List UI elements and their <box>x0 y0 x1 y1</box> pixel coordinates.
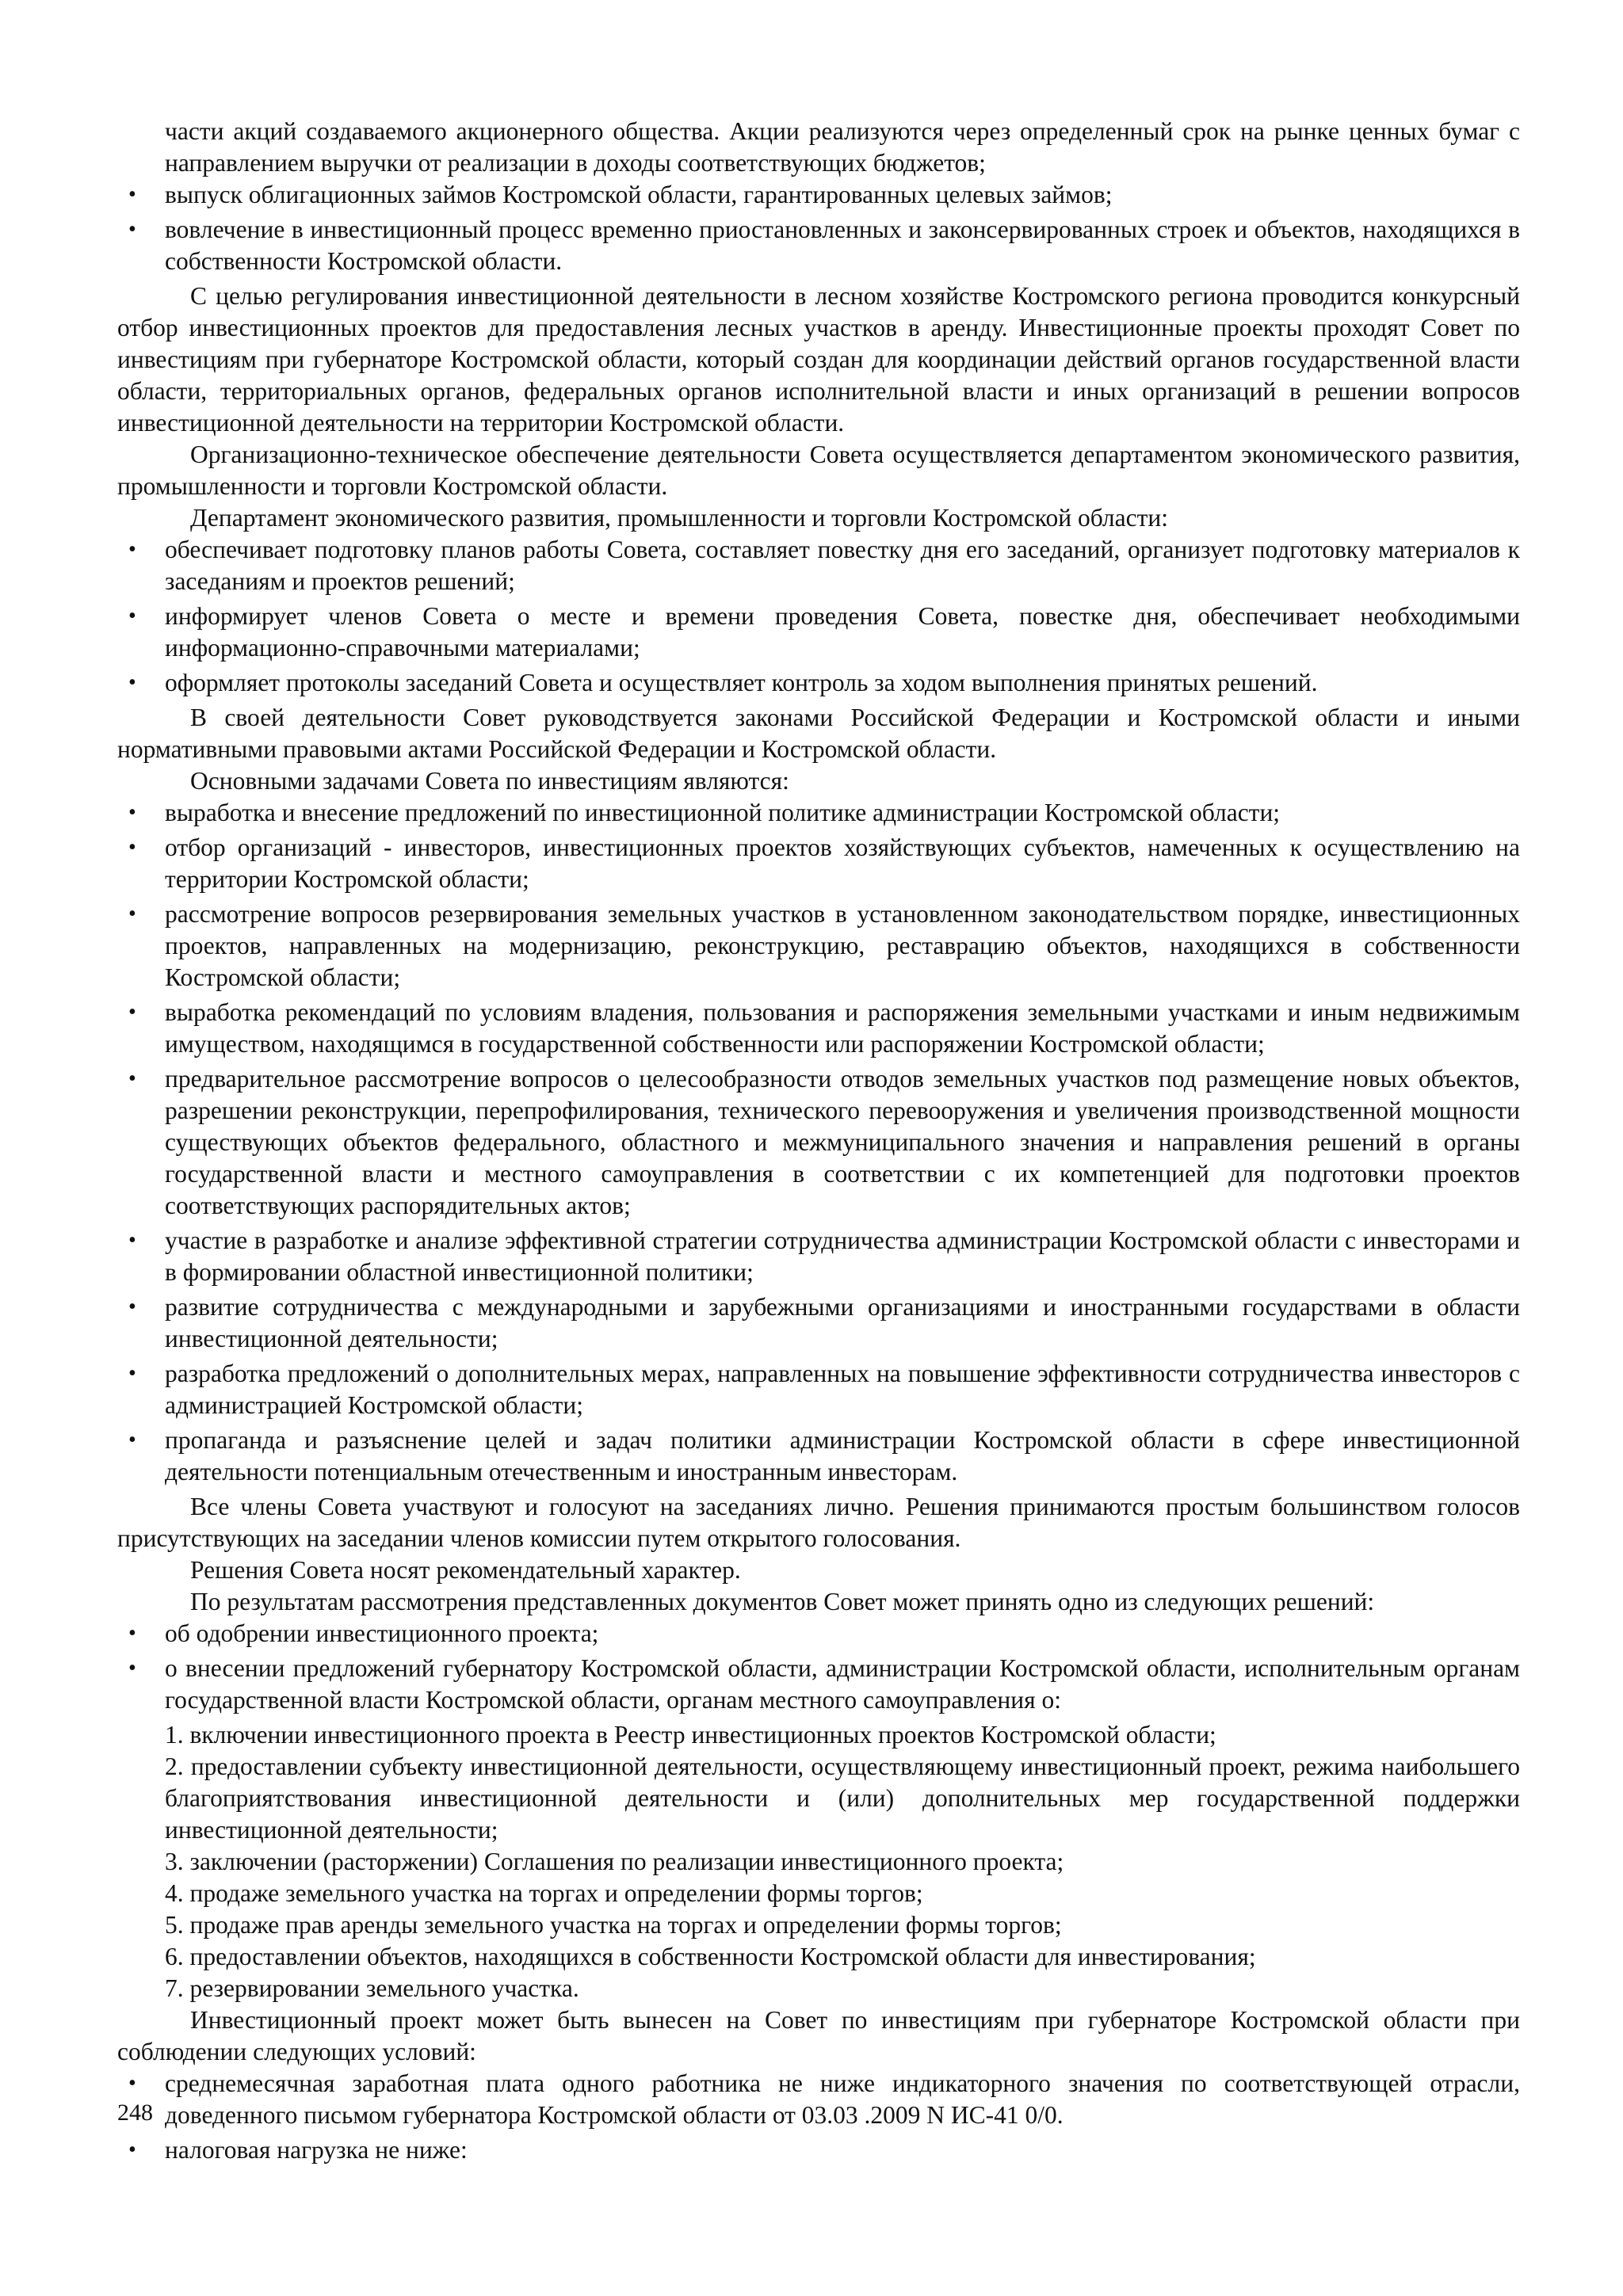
list-item: • выработка рекомендаций по условиям владения, пользования и распоряжения земельными участками и иным недвижимым имуществом, находящимся в государственной собственности или распоряжении Костромской области; <box>128 998 1520 1058</box>
list-item: • информирует членов Совета о месте и времени проведения Совета, повестке дня, обеспечивает необходимыми информационно-справочными материалами; <box>128 602 1520 662</box>
bullet-icon: • <box>128 604 136 628</box>
bullet-icon: • <box>128 217 136 242</box>
bullet-list-2 <box>117 534 1520 699</box>
bullet-icon: • <box>128 1228 136 1253</box>
paragraph: В своей деятельности Совет руководствуется законами Российской Федерации и Костромской области и иными нормативными правовыми актами Российской Федерации и Костромской области. <box>117 704 1520 763</box>
list-item: • участие в разработке и анализе эффективной стратегии сотрудничества администрации Костромской области с инвесторами и в формировании областной инвестиционной политики; <box>128 1226 1520 1286</box>
bullet-icon: • <box>128 1295 136 1319</box>
bullet-icon: • <box>128 1656 136 1680</box>
numbered-item: 4. продаже земельного участка на торгах и определении формы торгов; <box>165 1879 923 1907</box>
bullet-icon: • <box>128 1621 136 1646</box>
paragraph: Основными задачами Совета по инвестициям являются: <box>190 767 789 795</box>
paragraph: Все члены Совета участвуют и голосуют на заседаниях лично. Решения принимаются простым большинством голосов присутствующих на заседании членов комиссии путем открытого голосования. <box>117 1493 1520 1552</box>
numbered-item: 1. включении инвестиционного проекта в Реестр инвестиционных проектов Костромской области; <box>165 1721 1216 1749</box>
paragraph: По результатам рассмотрения представленных документов Совет может принять одно из следующих решений: <box>190 1588 1375 1615</box>
list-item: • обеспечивает подготовку планов работы Совета, составляет повестку дня его заседаний, организует подготовку материалов к заседаниям и проектов решений; <box>128 536 1520 595</box>
list-item: • среднемесячная заработная плата одного работника не ниже индикаторного значения по соответствующей отрасли, доведенного письмом губернатора Костромской области от 03.03 .2009 N ИС-41 0/0. <box>128 2069 1520 2129</box>
bullet-icon: • <box>128 2071 136 2096</box>
paragraph: Организационно-техническое обеспечение деятельности Совета осуществляется департаментом экономического развития, промышленности и торговли Костромской области. <box>117 441 1520 500</box>
bullet-list-5 <box>117 2068 1520 2166</box>
bullet-icon: • <box>128 1361 136 1386</box>
list-item: • развитие сотрудничества с международными и зарубежными организациями и иностранными государствами в области инвестиционной деятельности; <box>128 1293 1520 1352</box>
paragraph: Решения Совета носят рекомендательный характер. <box>190 1556 741 1584</box>
paragraph-continuation: части акций создаваемого акционерного общества. Акции реализуются через определенный срок на рынке ценных бумаг с направлением выручки от реализации в доходы соответствующих бюджетов; <box>165 117 1520 177</box>
bullet-icon: • <box>128 2138 136 2162</box>
numbered-item: 5. продаже прав аренды земельного участка на торгах и определении формы торгов; <box>165 1911 1062 1939</box>
list-item: • оформляет протоколы заседаний Совета и осуществляет контроль за ходом выполнения принятых решений. <box>117 667 1520 699</box>
bullet-icon: • <box>128 670 136 695</box>
list-item: • разработка предложений о дополнительных мерах, направленных на повышение эффективности сотрудничества инвесторов с администрацией Костромской области; <box>128 1360 1520 1419</box>
bullet-icon: • <box>128 800 136 825</box>
bullet-icon: • <box>128 1428 136 1452</box>
numbered-item: 3. заключении (расторжении) Соглашения по реализации инвестиционного проекта; <box>165 1848 1064 1875</box>
numbered-item: 2. предоставлении субъекту инвестиционной деятельности, осуществляющему инвестиционный проект, режима наибольшего благоприятствования инвестиционной деятельности и (или) дополнительных мер государственной поддержки инвестиционной деятельности; <box>165 1753 1520 1844</box>
list-item: • пропаганда и разъяснение целей и задач политики администрации Костромской области в сфере инвестиционной деятельности потенциальным отечественным и иностранным инвесторам. <box>128 1426 1520 1486</box>
bullet-icon: • <box>128 835 136 860</box>
page-number: 248 <box>117 2100 153 2126</box>
bullet-list-3 <box>117 797 1520 1488</box>
list-item: • рассмотрение вопросов резервирования земельных участков в установленном законодательством порядке, инвестиционных проектов, направленных на модернизацию, реконструкцию, реставрацию объектов, находящихся в собственности Костромской области; <box>128 900 1520 991</box>
paragraph: Департамент экономического развития, промышленности и торговли Костромской области: <box>190 504 1168 532</box>
list-item: • выработка и внесение предложений по инвестиционной политике администрации Костромской области; <box>117 797 1520 829</box>
numbered-item: 7. резервировании земельного участка. <box>165 1974 579 2002</box>
bullet-icon: • <box>128 1000 136 1024</box>
list-item: • о внесении предложений губернатору Костромской области, администрации Костромской области, исполнительным органам государственной власти Костромской области, органам местного самоуправления о: <box>128 1654 1520 1714</box>
list-item: • вовлечение в инвестиционный процесс временно приостановленных и законсервированных строек и объектов, находящихся в собственности Костромской области. <box>128 215 1520 275</box>
numbered-item: 6. предоставлении объектов, находящихся в собственности Костромской области для инвестирования; <box>165 1943 1256 1970</box>
document-page <box>117 116 1520 2169</box>
list-item: • об одобрении инвестиционного проекта; <box>117 1618 1520 1650</box>
list-item: • выпуск облигационных займов Костромской области, гарантированных целевых займов; <box>117 179 1520 211</box>
bullet-list-4 <box>117 1618 1520 1716</box>
list-item: • предварительное рассмотрение вопросов о целесообразности отводов земельных участков под размещение новых объектов, разрешении реконструкции, перепрофилирования, технического перевооружения и увеличения производственной мощности существующих объектов федерального, областного и межмуниципального значения и направления решений в органы государственной власти и местного самоуправления в соответствии с их компетенцией для подготовки проектов соответствующих распорядительных актов; <box>128 1065 1520 1219</box>
bullet-icon: • <box>128 1066 136 1091</box>
list-item: • отбор организаций - инвесторов, инвестиционных проектов хозяйствующих субъектов, намеченных к осуществлению на территории Костромской области; <box>128 833 1520 893</box>
bullet-icon: • <box>128 537 136 562</box>
bullet-icon: • <box>128 182 136 207</box>
bullet-icon: • <box>128 902 136 926</box>
paragraph: Инвестиционный проект может быть вынесен на Совет по инвестициям при губернаторе Костромской области при соблюдении следующих условий: <box>117 2006 1520 2065</box>
paragraph: С целью регулирования инвестиционной деятельности в лесном хозяйстве Костромского региона проводится конкурсный отбор инвестиционных проектов для предоставления лесных участков в аренду. Инвестиционные проекты проходят Совет по инвестициям при губернаторе Костромской области, который создан для координации действий органов государственной власти области, территориальных органов, федеральных органов исполнительной власти и иных организаций в решении вопросов инвестиционной деятельности на территории Костромской области. <box>117 282 1520 437</box>
bullet-list-1 <box>117 179 1520 277</box>
list-item: • налоговая нагрузка не ниже: <box>117 2134 1520 2166</box>
